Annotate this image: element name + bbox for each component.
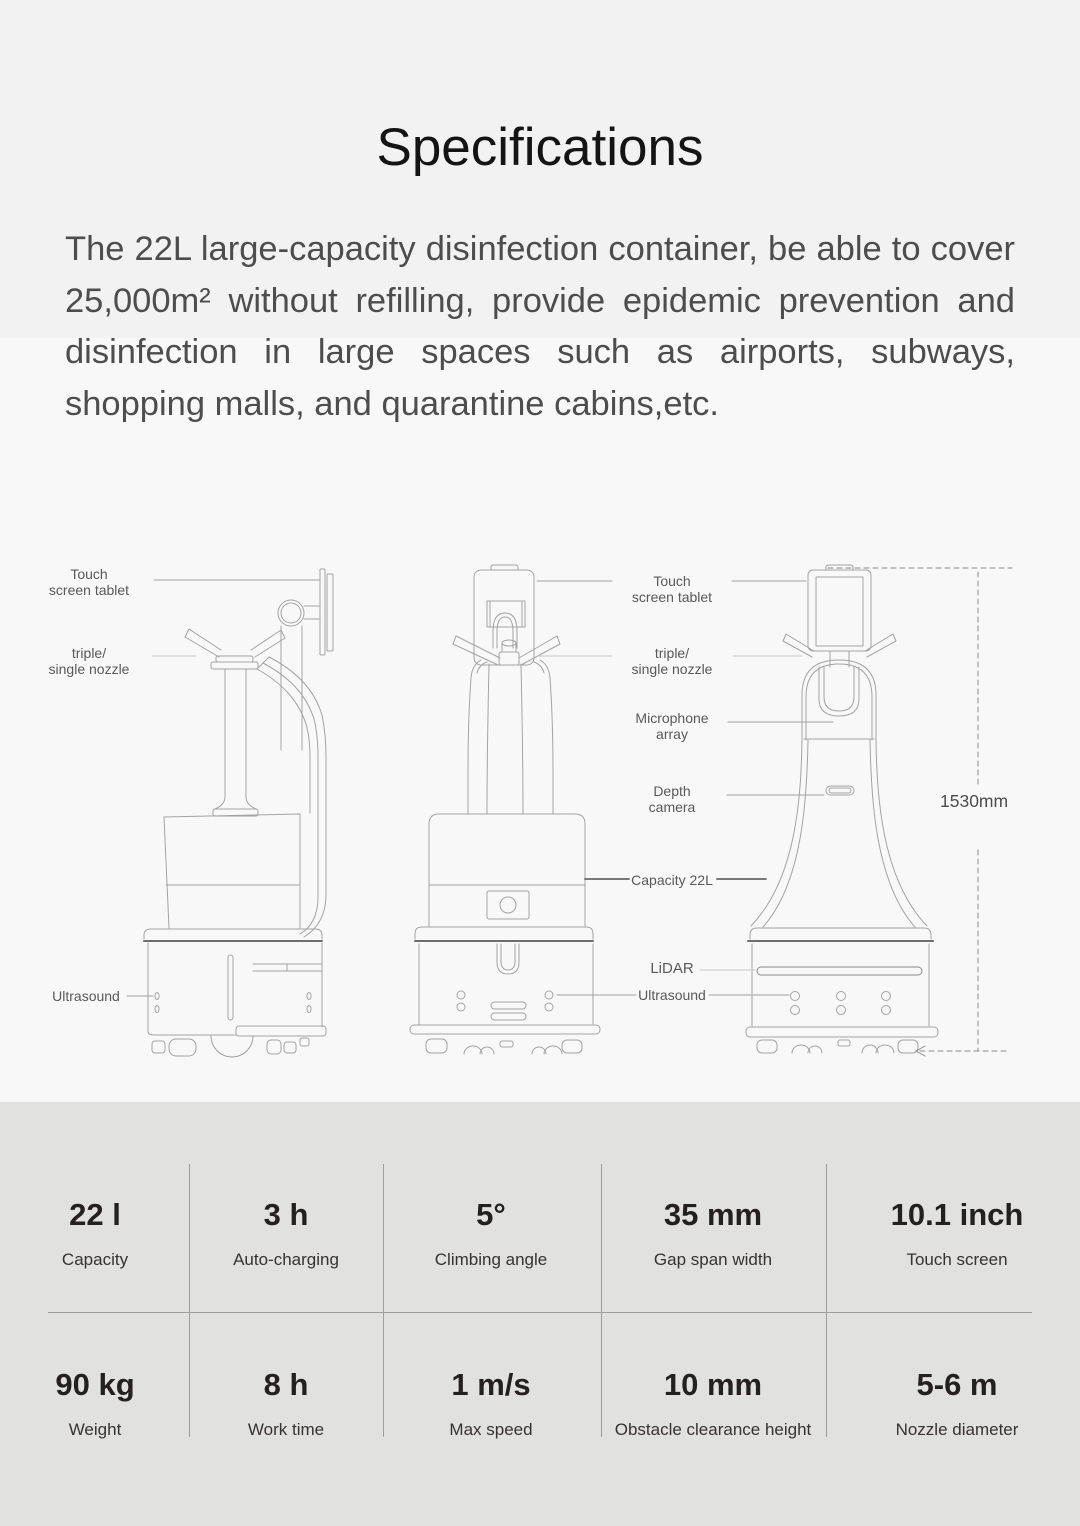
- label-touch-screen-tablet-center: Touch screen tablet: [631, 573, 713, 605]
- spec-value: 90 kg: [55, 1367, 135, 1402]
- spec-label: Weight: [68, 1420, 122, 1439]
- spec-divider-horizontal: [48, 1312, 1032, 1313]
- label-microphone-array: Microphone array: [635, 710, 709, 742]
- label-ultrasound-center: Ultrasound: [638, 987, 706, 1003]
- robot-back-view: [746, 565, 938, 1053]
- label-depth-camera: Depth camera: [648, 783, 696, 815]
- spec-touch-screen: [827, 1193, 1080, 1271]
- spec-nozzle-diameter: [827, 1363, 1080, 1441]
- spec-label: Auto-charging: [233, 1250, 339, 1269]
- spec-value: 5-6 m: [916, 1367, 998, 1402]
- label-triple-single-nozzle-center: triple/ single nozzle: [631, 645, 713, 677]
- spec-value: 35 mm: [663, 1197, 763, 1232]
- spec-label: Touch screen: [906, 1250, 1008, 1269]
- spec-label: Gap span width: [653, 1250, 773, 1269]
- spec-max-speed: [361, 1363, 621, 1441]
- spec-obstacle-clearance: [583, 1363, 843, 1441]
- spec-value: 1 m/s: [451, 1367, 531, 1402]
- label-capacity: Capacity 22L: [631, 872, 713, 888]
- spec-label: Obstacle clearance height: [614, 1420, 812, 1439]
- robot-side-view: [144, 569, 333, 1057]
- spec-value: 8 h: [263, 1367, 309, 1402]
- spec-value: 22 l: [69, 1197, 121, 1232]
- spec-gap-span-width: [583, 1193, 843, 1271]
- spec-value: 3 h: [263, 1197, 309, 1232]
- height-dimension-label: 1530mm: [940, 791, 1009, 811]
- spec-label: Climbing angle: [434, 1250, 548, 1269]
- label-touch-screen-tablet-left: Touch screen tablet: [48, 566, 130, 598]
- spec-value: 10.1 inch: [890, 1197, 1024, 1232]
- spec-label: Work time: [247, 1420, 325, 1439]
- label-ultrasound-left: Ultrasound: [52, 988, 120, 1004]
- product-description: The 22L large-capacity disinfection container, be able to cover 25,000m² without refilling, provide epidemic prevention and disinfection in large spaces such as airports, subways, shopping malls, and quarantine cabins,etc.: [65, 230, 1015, 423]
- page-title: Specifications: [376, 118, 704, 177]
- robot-front-view: [410, 565, 600, 1054]
- spec-label: Nozzle diameter: [895, 1420, 1019, 1439]
- label-lidar: LiDAR: [650, 960, 694, 977]
- label-triple-single-nozzle-left: triple/ single nozzle: [48, 645, 130, 677]
- spec-value: 10 mm: [663, 1367, 763, 1402]
- spec-label: Capacity: [61, 1250, 129, 1269]
- spec-climbing-angle: [361, 1193, 621, 1271]
- spec-label: Max speed: [449, 1420, 533, 1439]
- spec-value: 5°: [476, 1197, 506, 1232]
